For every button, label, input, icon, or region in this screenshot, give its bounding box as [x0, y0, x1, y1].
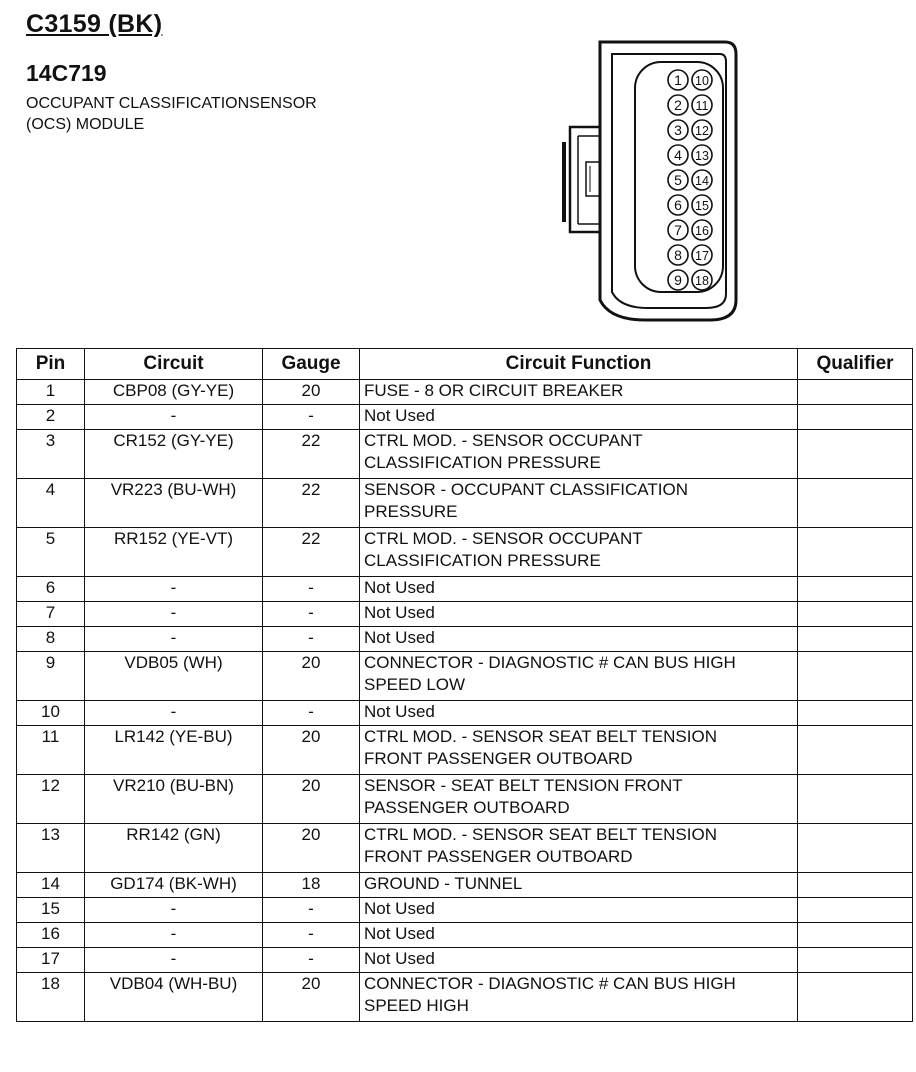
circuit-cell: GD174 (BK-WH): [85, 873, 263, 898]
qualifier-cell: [798, 652, 913, 701]
pin-cell: 12: [17, 775, 85, 824]
table-row: [17, 824, 913, 873]
pin-cell: 18: [17, 973, 85, 1022]
circuit-cell: VR223 (BU-WH): [85, 479, 263, 528]
circuit-function-cell: [360, 627, 798, 652]
table-row: [17, 898, 913, 923]
circuit-function-cell: [360, 652, 798, 701]
qualifier-cell: [798, 824, 913, 873]
connector-title: C3159 (BK): [26, 10, 163, 38]
circuit-cell: -: [85, 577, 263, 602]
circuit-function-line: SPEED LOW: [364, 675, 466, 694]
circuit-function-line: CONNECTOR - DIAGNOSTIC # CAN BUS HIGH: [364, 974, 736, 993]
circuit-function-line: Not Used: [364, 406, 435, 425]
table-row: [17, 652, 913, 701]
circuit-function-line: Not Used: [364, 899, 435, 918]
circuit-function-cell: [360, 380, 798, 405]
circuit-function-cell: [360, 602, 798, 627]
table-row: [17, 923, 913, 948]
header-gauge: Gauge: [263, 349, 360, 380]
circuit-cell: -: [85, 405, 263, 430]
description-line-1: OCCUPANT CLASSIFICATIONSENSOR: [26, 95, 317, 112]
pin-cell: 14: [17, 873, 85, 898]
pin-cell: 8: [17, 627, 85, 652]
module-description: [26, 93, 317, 135]
circuit-function-cell: [360, 701, 798, 726]
part-number: 14C719: [26, 60, 107, 86]
circuit-cell: -: [85, 602, 263, 627]
qualifier-cell: [798, 775, 913, 824]
header-qualifier: Qualifier: [798, 349, 913, 380]
circuit-cell: CBP08 (GY-YE): [85, 380, 263, 405]
header-pin: Pin: [17, 349, 85, 380]
qualifier-cell: [798, 726, 913, 775]
pin-number-label: 6: [674, 197, 682, 213]
gauge-cell: 22: [263, 528, 360, 577]
circuit-function-cell: [360, 577, 798, 602]
gauge-cell: 22: [263, 430, 360, 479]
gauge-cell: 18: [263, 873, 360, 898]
gauge-cell: -: [263, 627, 360, 652]
pin-number-label: 1: [674, 72, 682, 88]
circuit-function-cell: [360, 973, 798, 1022]
pin-cell: 16: [17, 923, 85, 948]
gauge-cell: -: [263, 405, 360, 430]
circuit-function-line: SENSOR - OCCUPANT CLASSIFICATION: [364, 480, 688, 499]
circuit-function-cell: [360, 726, 798, 775]
circuit-cell: -: [85, 948, 263, 973]
qualifier-cell: [798, 973, 913, 1022]
qualifier-cell: [798, 923, 913, 948]
connector-face-diagram: [560, 32, 740, 328]
circuit-function-cell: [360, 948, 798, 973]
circuit-function-line: CTRL MOD. - SENSOR SEAT BELT TENSION: [364, 825, 717, 844]
circuit-cell: VDB04 (WH-BU): [85, 973, 263, 1022]
table-row: [17, 577, 913, 602]
qualifier-cell: [798, 430, 913, 479]
table-row: [17, 726, 913, 775]
circuit-function-line: CTRL MOD. - SENSOR SEAT BELT TENSION: [364, 727, 717, 746]
circuit-function-line: GROUND - TUNNEL: [364, 874, 523, 893]
table-row: [17, 948, 913, 973]
header-circuit-function: Circuit Function: [360, 349, 798, 380]
pin-cell: 13: [17, 824, 85, 873]
circuit-function-line: PRESSURE: [364, 502, 458, 521]
circuit-function-line: CTRL MOD. - SENSOR OCCUPANT: [364, 529, 643, 548]
description-line-2: (OCS) MODULE: [26, 116, 145, 133]
pin-number-label: 16: [695, 224, 709, 238]
qualifier-cell: [798, 701, 913, 726]
table-row: [17, 380, 913, 405]
pin-number-label: 15: [695, 199, 709, 213]
circuit-function-cell: [360, 824, 798, 873]
pin-number-label: 5: [674, 172, 682, 188]
pin-cell: 15: [17, 898, 85, 923]
pin-cell: 3: [17, 430, 85, 479]
gauge-cell: -: [263, 602, 360, 627]
gauge-cell: 20: [263, 652, 360, 701]
pin-number-label: 17: [695, 249, 709, 263]
pin-number-label: 2: [674, 97, 682, 113]
pin-number-label: 4: [674, 147, 682, 163]
circuit-function-line: CLASSIFICATION PRESSURE: [364, 453, 601, 472]
pin-cell: 9: [17, 652, 85, 701]
pin-number-label: 14: [695, 174, 709, 188]
gauge-cell: -: [263, 701, 360, 726]
pin-cell: 6: [17, 577, 85, 602]
table-row: [17, 405, 913, 430]
circuit-function-cell: [360, 479, 798, 528]
circuit-function-line: Not Used: [364, 949, 435, 968]
table-row: [17, 627, 913, 652]
pin-cell: 17: [17, 948, 85, 973]
pin-number-label: 12: [695, 124, 709, 138]
qualifier-cell: [798, 528, 913, 577]
circuit-function-line: FRONT PASSENGER OUTBOARD: [364, 749, 633, 768]
circuit-cell: -: [85, 898, 263, 923]
table-row: [17, 528, 913, 577]
circuit-cell: -: [85, 923, 263, 948]
pin-cell: 1: [17, 380, 85, 405]
pin-cell: 4: [17, 479, 85, 528]
circuit-function-line: SPEED HIGH: [364, 996, 469, 1015]
table-row: [17, 602, 913, 627]
circuit-function-line: FUSE - 8 OR CIRCUIT BREAKER: [364, 381, 624, 400]
gauge-cell: -: [263, 948, 360, 973]
qualifier-cell: [798, 627, 913, 652]
pin-number-label: 7: [674, 222, 682, 238]
circuit-function-line: PASSENGER OUTBOARD: [364, 798, 570, 817]
pinout-table: [16, 348, 913, 1022]
pin-cell: 2: [17, 405, 85, 430]
pin-cell: 11: [17, 726, 85, 775]
circuit-function-line: SENSOR - SEAT BELT TENSION FRONT: [364, 776, 683, 795]
circuit-function-line: FRONT PASSENGER OUTBOARD: [364, 847, 633, 866]
circuit-function-cell: [360, 873, 798, 898]
qualifier-cell: [798, 577, 913, 602]
circuit-function-line: Not Used: [364, 603, 435, 622]
circuit-cell: RR142 (GN): [85, 824, 263, 873]
pin-number-label: 11: [695, 99, 709, 113]
pin-number-label: 18: [695, 274, 709, 288]
table-row: [17, 973, 913, 1022]
circuit-cell: -: [85, 627, 263, 652]
gauge-cell: -: [263, 898, 360, 923]
circuit-function-cell: [360, 898, 798, 923]
table-row: [17, 479, 913, 528]
gauge-cell: 20: [263, 726, 360, 775]
connector-pin-grid: [668, 70, 712, 290]
pin-cell: 7: [17, 602, 85, 627]
circuit-cell: VDB05 (WH): [85, 652, 263, 701]
circuit-cell: CR152 (GY-YE): [85, 430, 263, 479]
gauge-cell: 20: [263, 973, 360, 1022]
circuit-function-cell: [360, 405, 798, 430]
circuit-function-line: CTRL MOD. - SENSOR OCCUPANT: [364, 431, 643, 450]
circuit-function-line: Not Used: [364, 578, 435, 597]
qualifier-cell: [798, 479, 913, 528]
table-row: [17, 701, 913, 726]
qualifier-cell: [798, 602, 913, 627]
circuit-cell: RR152 (YE-VT): [85, 528, 263, 577]
qualifier-cell: [798, 898, 913, 923]
circuit-function-line: Not Used: [364, 628, 435, 647]
gauge-cell: -: [263, 577, 360, 602]
circuit-function-line: CONNECTOR - DIAGNOSTIC # CAN BUS HIGH: [364, 653, 736, 672]
circuit-function-cell: [360, 923, 798, 948]
circuit-cell: LR142 (YE-BU): [85, 726, 263, 775]
pin-number-label: 8: [674, 247, 682, 263]
table-row: [17, 430, 913, 479]
pin-cell: 10: [17, 701, 85, 726]
pin-number-label: 3: [674, 122, 682, 138]
table-row: [17, 775, 913, 824]
header-circuit: Circuit: [85, 349, 263, 380]
pin-number-label: 10: [695, 74, 709, 88]
circuit-function-line: Not Used: [364, 702, 435, 721]
circuit-cell: VR210 (BU-BN): [85, 775, 263, 824]
qualifier-cell: [798, 873, 913, 898]
table-row: [17, 873, 913, 898]
pin-number-label: 13: [695, 149, 709, 163]
gauge-cell: 20: [263, 824, 360, 873]
pin-number-label: 9: [674, 272, 682, 288]
circuit-function-cell: [360, 528, 798, 577]
gauge-cell: 20: [263, 775, 360, 824]
circuit-function-line: CLASSIFICATION PRESSURE: [364, 551, 601, 570]
gauge-cell: 22: [263, 479, 360, 528]
pin-cell: 5: [17, 528, 85, 577]
circuit-function-cell: [360, 775, 798, 824]
table-header-row: [17, 349, 913, 380]
circuit-function-line: Not Used: [364, 924, 435, 943]
gauge-cell: -: [263, 923, 360, 948]
qualifier-cell: [798, 380, 913, 405]
qualifier-cell: [798, 405, 913, 430]
gauge-cell: 20: [263, 380, 360, 405]
circuit-cell: -: [85, 701, 263, 726]
circuit-function-cell: [360, 430, 798, 479]
qualifier-cell: [798, 948, 913, 973]
